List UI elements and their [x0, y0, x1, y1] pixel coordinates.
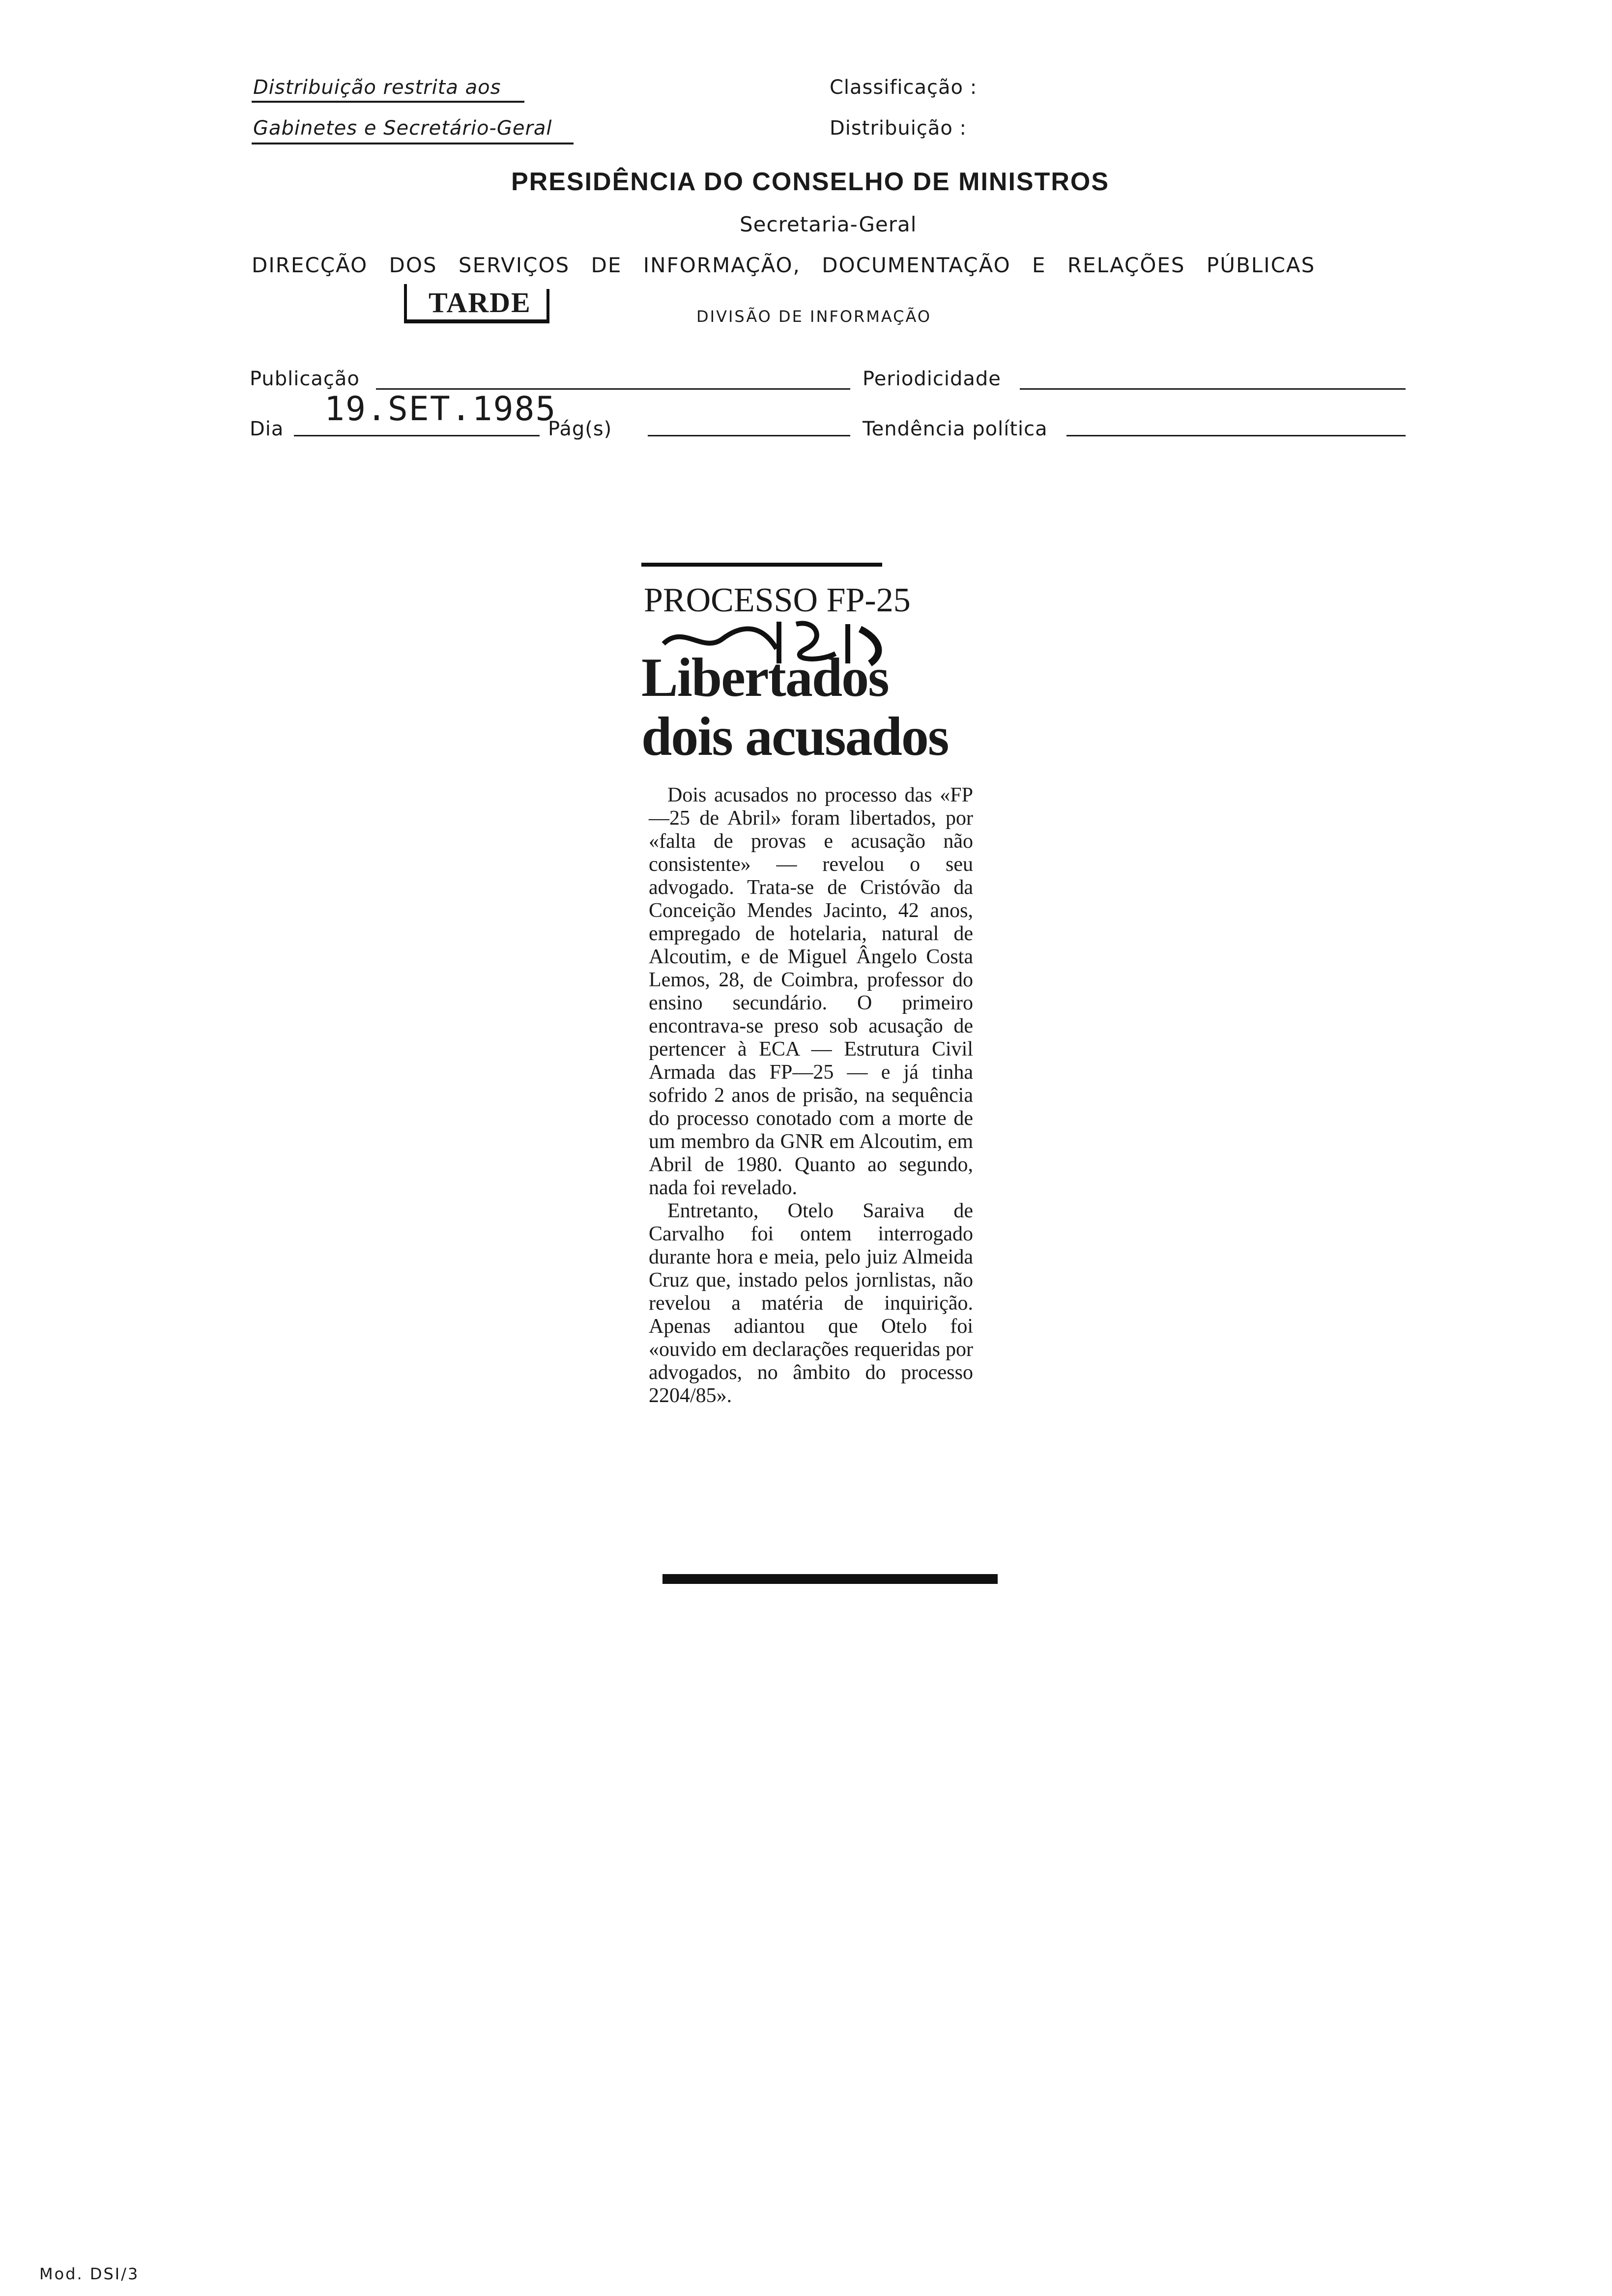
ministry-title: PRESIDÊNCIA DO CONSELHO DE MINISTROS [511, 168, 1110, 196]
article-body [649, 784, 973, 1407]
article-paragraph-1: Dois acusados no processo das «FP—25 de Abril» foram libertados, por «falta de provas e acusação não consistente» — revelou o seu advogado. Trata-se de Cristóvão da Conceição Mendes Jacinto, 42 anos, empregado de hotelaria, natural de Alcoutim, e de Miguel Ângelo Costa Lemos, 28, de Coimbra, professor do ensino secundário. O primeiro encontrava-se preso sob acusação de pertencer à ECA — Estrutura Civil Armada das FP—25 — e já tinha sofrido 2 anos de prisão, na sequência do processo conotado com a morte de um membro da GNR em Alcoutim, em Abril de 1980. Quanto ao segundo, nada foi revelado. [649, 784, 973, 1199]
pages-label: Pág(s) [548, 418, 612, 440]
distribution-underline-2 [252, 143, 574, 144]
clipping-bottom-rule [662, 1574, 998, 1584]
distribution-restricted-line2: Gabinetes e Secretário-Geral [253, 117, 552, 140]
distribution-underline-1 [252, 101, 524, 103]
day-label: Dia [250, 418, 284, 440]
article-kicker: PROCESSO FP-25 [644, 581, 911, 619]
periodicity-field [1020, 388, 1406, 390]
pages-field [648, 435, 850, 436]
distribution-restricted-line1: Distribuição restrita aos [253, 76, 501, 99]
clipping-top-rule [641, 563, 882, 567]
day-field [294, 435, 540, 436]
newspaper-stamp [404, 284, 551, 324]
division-label: DIVISÃO DE INFORMAÇÃO [696, 307, 932, 326]
periodicity-label: Periodicidade [863, 368, 1001, 390]
political-tendency-label: Tendência política [863, 418, 1048, 440]
day-date-stamp: 19.SET.1985 [324, 390, 557, 429]
classification-label: Classificação : [830, 76, 978, 99]
secretariat: Secretaria-Geral [740, 212, 917, 236]
article-headline-line2: dois acusados [641, 706, 949, 767]
article-headline-line1: Libertados [641, 647, 889, 708]
form-model-number: Mod. DSI/3 [39, 2265, 140, 2283]
stamp-text: TARDE [429, 287, 531, 318]
direction-line: DIRECÇÃO DOS SERVIÇOS DE INFORMAÇÃO, DOCUMENTAÇÃO E RELAÇÕES PÚBLICAS [252, 253, 1316, 277]
distribution-label: Distribuição : [830, 117, 967, 140]
publication-label: Publicação [250, 368, 360, 390]
political-tendency-field [1066, 435, 1406, 436]
article-paragraph-2: Entretanto, Otelo Saraiva de Carvalho foi ontem interrogado durante hora e meia, pelo juiz Almeida Cruz que, instado pelos jornlistas, não revelou a matéria de inquirição. Apenas adiantou que Otelo foi «ouvido em declarações requeridas por advogados, no âmbito do processo 2204/85». [649, 1200, 973, 1407]
